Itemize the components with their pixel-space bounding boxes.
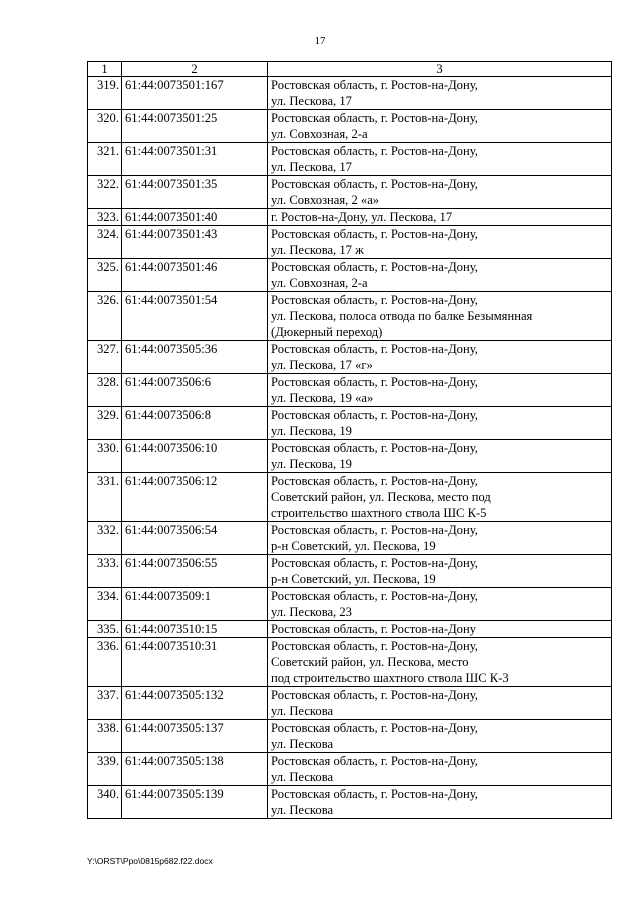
table-row: [88, 588, 612, 621]
table-row: [88, 292, 612, 341]
address-line: ул. Пескова, 19 «а»: [271, 391, 374, 405]
address-line: Ростовская область, г. Ростов-на-Дону,: [271, 754, 478, 768]
row-number: 324.: [88, 226, 122, 259]
table-row: [88, 687, 612, 720]
address-line: Ростовская область, г. Ростов-на-Дону,: [271, 227, 478, 241]
cadastral-number: 61:44:0073505:139: [122, 786, 268, 819]
address-line: ул. Совхозная, 2 «а»: [271, 193, 380, 207]
address-line: ул. Пескова, 17: [271, 160, 352, 174]
row-number: 319.: [88, 77, 122, 110]
table-row: [88, 110, 612, 143]
address-line: р-н Советский, ул. Пескова, 19: [271, 539, 436, 553]
table-row: [88, 753, 612, 786]
table-row: [88, 440, 612, 473]
address-cell: [268, 522, 612, 555]
address-line: Ростовская область, г. Ростов-на-Дону,: [271, 523, 478, 537]
cadastral-number: 61:44:0073505:132: [122, 687, 268, 720]
address-cell: [268, 407, 612, 440]
table-row: [88, 176, 612, 209]
address-cell: [268, 473, 612, 522]
cadastral-number: 61:44:0073501:31: [122, 143, 268, 176]
cadastral-number: 61:44:0073501:25: [122, 110, 268, 143]
cadastral-number: 61:44:0073505:36: [122, 341, 268, 374]
footer-file-path: Y:\ORST\Ppo\0815p682.f22.docx: [87, 856, 213, 866]
table-row: [88, 226, 612, 259]
address-line: Ростовская область, г. Ростов-на-Дону,: [271, 441, 478, 455]
address-line: р-н Советский, ул. Пескова, 19: [271, 572, 436, 586]
cadastral-number: 61:44:0073501:46: [122, 259, 268, 292]
table-row: [88, 555, 612, 588]
address-cell: [268, 440, 612, 473]
cadastral-number: 61:44:0073501:43: [122, 226, 268, 259]
address-line: ул. Пескова: [271, 803, 334, 817]
cadastral-number: 61:44:0073506:6: [122, 374, 268, 407]
address-cell: [268, 292, 612, 341]
address-line: ул. Пескова, 17: [271, 94, 352, 108]
address-line: Ростовская область, г. Ростов-на-Дону: [271, 622, 476, 636]
table-row: [88, 77, 612, 110]
address-line: ул. Пескова, 19: [271, 457, 352, 471]
address-cell: [268, 77, 612, 110]
address-line: (Дюкерный переход): [271, 325, 383, 339]
row-number: 329.: [88, 407, 122, 440]
address-line: Ростовская область, г. Ростов-на-Дону,: [271, 589, 478, 603]
address-cell: [268, 786, 612, 819]
address-line: ул. Пескова, 17 ж: [271, 243, 364, 257]
cadastral-number: 61:44:0073505:138: [122, 753, 268, 786]
row-number: 320.: [88, 110, 122, 143]
cadastral-table: [87, 61, 612, 819]
address-cell: [268, 209, 612, 226]
address-line: Ростовская область, г. Ростов-на-Дону,: [271, 688, 478, 702]
address-line: Ростовская область, г. Ростов-на-Дону,: [271, 111, 478, 125]
address-line: строительство шахтного ствола ШС К-5: [271, 506, 487, 520]
row-number: 322.: [88, 176, 122, 209]
table-row: [88, 473, 612, 522]
header-col-1: 1: [88, 62, 122, 77]
row-number: 325.: [88, 259, 122, 292]
row-number: 323.: [88, 209, 122, 226]
cadastral-number: 61:44:0073510:31: [122, 638, 268, 687]
cadastral-number: 61:44:0073509:1: [122, 588, 268, 621]
row-number: 337.: [88, 687, 122, 720]
cadastral-number: 61:44:0073506:54: [122, 522, 268, 555]
address-line: Ростовская область, г. Ростов-на-Дону,: [271, 721, 478, 735]
address-line: под строительство шахтного ствола ШС К-3: [271, 671, 509, 685]
row-number: 327.: [88, 341, 122, 374]
address-line: Ростовская область, г. Ростов-на-Дону,: [271, 293, 478, 307]
table-row: [88, 786, 612, 819]
address-line: ул. Совхозная, 2-а: [271, 276, 368, 290]
address-cell: [268, 621, 612, 638]
row-number: 328.: [88, 374, 122, 407]
address-line: Ростовская область, г. Ростов-на-Дону,: [271, 78, 478, 92]
address-cell: [268, 555, 612, 588]
row-number: 335.: [88, 621, 122, 638]
cadastral-number: 61:44:0073505:137: [122, 720, 268, 753]
address-cell: [268, 110, 612, 143]
address-line: Ростовская область, г. Ростов-на-Дону,: [271, 144, 478, 158]
row-number: 333.: [88, 555, 122, 588]
address-cell: [268, 143, 612, 176]
cadastral-number: 61:44:0073501:54: [122, 292, 268, 341]
row-number: 340.: [88, 786, 122, 819]
cadastral-number: 61:44:0073506:8: [122, 407, 268, 440]
cadastral-number: 61:44:0073506:55: [122, 555, 268, 588]
address-line: ул. Пескова, полоса отвода по балке Безымянная: [271, 309, 533, 323]
table-row: [88, 407, 612, 440]
address-line: ул. Совхозная, 2-а: [271, 127, 368, 141]
table-row: [88, 143, 612, 176]
table-row: [88, 259, 612, 292]
address-line: ул. Пескова, 19: [271, 424, 352, 438]
address-line: Ростовская область, г. Ростов-на-Дону,: [271, 639, 478, 653]
table-row: [88, 209, 612, 226]
cadastral-number: 61:44:0073501:40: [122, 209, 268, 226]
address-cell: [268, 374, 612, 407]
row-number: 336.: [88, 638, 122, 687]
table-row: [88, 374, 612, 407]
address-line: Ростовская область, г. Ростов-на-Дону,: [271, 787, 478, 801]
address-cell: [268, 259, 612, 292]
row-number: 334.: [88, 588, 122, 621]
address-line: Советский район, ул. Пескова, место: [271, 655, 469, 669]
address-line: Ростовская область, г. Ростов-на-Дону,: [271, 474, 478, 488]
table-header-row: [88, 62, 612, 77]
address-cell: [268, 176, 612, 209]
table-row: [88, 522, 612, 555]
header-col-3: 3: [268, 62, 612, 77]
cadastral-number: 61:44:0073506:10: [122, 440, 268, 473]
address-line: ул. Пескова: [271, 770, 334, 784]
row-number: 330.: [88, 440, 122, 473]
table-row: [88, 720, 612, 753]
address-line: Советский район, ул. Пескова, место под: [271, 490, 491, 504]
address-cell: [268, 753, 612, 786]
header-col-2: 2: [122, 62, 268, 77]
table-row: [88, 638, 612, 687]
address-line: Ростовская область, г. Ростов-на-Дону,: [271, 177, 478, 191]
address-line: Ростовская область, г. Ростов-на-Дону,: [271, 342, 478, 356]
table-row: [88, 621, 612, 638]
address-line: ул. Пескова, 17 «г»: [271, 358, 373, 372]
row-number: 339.: [88, 753, 122, 786]
row-number: 338.: [88, 720, 122, 753]
cadastral-number: 61:44:0073501:35: [122, 176, 268, 209]
address-cell: [268, 341, 612, 374]
address-cell: [268, 226, 612, 259]
row-number: 332.: [88, 522, 122, 555]
address-line: Ростовская область, г. Ростов-на-Дону,: [271, 556, 478, 570]
address-line: ул. Пескова, 23: [271, 605, 352, 619]
address-cell: [268, 720, 612, 753]
row-number: 321.: [88, 143, 122, 176]
address-line: Ростовская область, г. Ростов-на-Дону,: [271, 408, 478, 422]
address-line: Ростовская область, г. Ростов-на-Дону,: [271, 260, 478, 274]
address-line: ул. Пескова: [271, 737, 334, 751]
cadastral-number: 61:44:0073510:15: [122, 621, 268, 638]
row-number: 331.: [88, 473, 122, 522]
address-line: Ростовская область, г. Ростов-на-Дону,: [271, 375, 478, 389]
page-number: 17: [314, 35, 326, 47]
address-cell: [268, 588, 612, 621]
cadastral-number: 61:44:0073506:12: [122, 473, 268, 522]
cadastral-number: 61:44:0073501:167: [122, 77, 268, 110]
address-cell: [268, 687, 612, 720]
address-cell: [268, 638, 612, 687]
table-row: [88, 341, 612, 374]
address-line: г. Ростов-на-Дону, ул. Пескова, 17: [271, 210, 453, 224]
row-number: 326.: [88, 292, 122, 341]
address-line: ул. Пескова: [271, 704, 334, 718]
